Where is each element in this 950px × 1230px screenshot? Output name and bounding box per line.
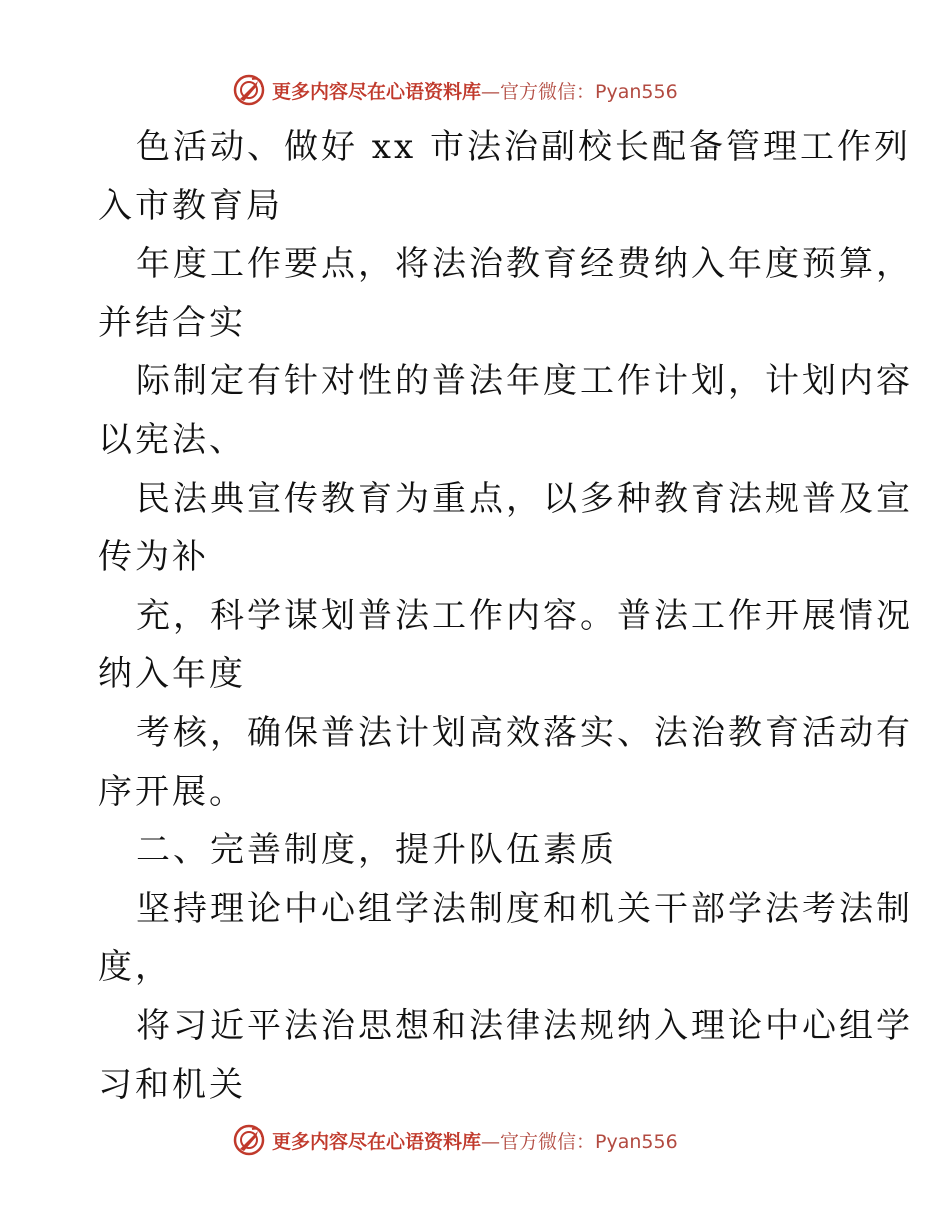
header-banner (232, 72, 752, 108)
text-line: 民法典宣传教育为重点，以多种教育法规普及宣 (136, 478, 913, 519)
text-line: 色活动、做好 xx 市法治副校长配备管理工作列 (136, 127, 911, 167)
brand-logo-icon (232, 1123, 266, 1157)
brand-logo-icon (232, 73, 266, 107)
banner-separator: — (481, 1130, 501, 1153)
text-line: 际制定有针对性的普法年度工作计划，计划内容 (136, 361, 913, 402)
banner-separator: — (481, 80, 501, 103)
text-line: 并结合实 (98, 302, 246, 343)
text-line: 入市教育局 (98, 185, 283, 226)
wechat-label: 官方微信： (500, 80, 596, 103)
text-line: 坚持理论中心组学法制度和机关干部学法考法制 (136, 888, 913, 929)
document-body (98, 118, 913, 1114)
text-line: 序开展。 (98, 771, 246, 812)
text-line: 考核，确保普法计划高效落实、法治教育活动有 (136, 712, 913, 753)
banner-text (272, 1127, 678, 1154)
text-line: 充，科学谋划普法工作内容。普法工作开展情况 (136, 595, 913, 636)
brand-text: 更多内容尽在心语资料库 (272, 80, 482, 103)
text-line: 传为补 (98, 537, 209, 578)
footer-banner (232, 1122, 752, 1158)
text-line: 将习近平法治思想和法律法规纳入理论中心组学 (136, 1005, 913, 1046)
wechat-id: Pyan556 (595, 1130, 678, 1153)
text-line: 年度工作要点，将法治教育经费纳入年度预算， (136, 244, 913, 285)
text-line: 以宪法、 (98, 419, 246, 460)
wechat-label: 官方微信： (500, 1130, 596, 1153)
text-line: 习和机关 (98, 1064, 246, 1105)
text-line: 度， (98, 947, 172, 988)
wechat-id: Pyan556 (595, 80, 678, 103)
banner-text (272, 77, 678, 104)
text-line: 纳入年度 (98, 654, 246, 695)
section-heading: 二、完善制度，提升队伍素质 (136, 830, 617, 871)
brand-text: 更多内容尽在心语资料库 (272, 1130, 482, 1153)
